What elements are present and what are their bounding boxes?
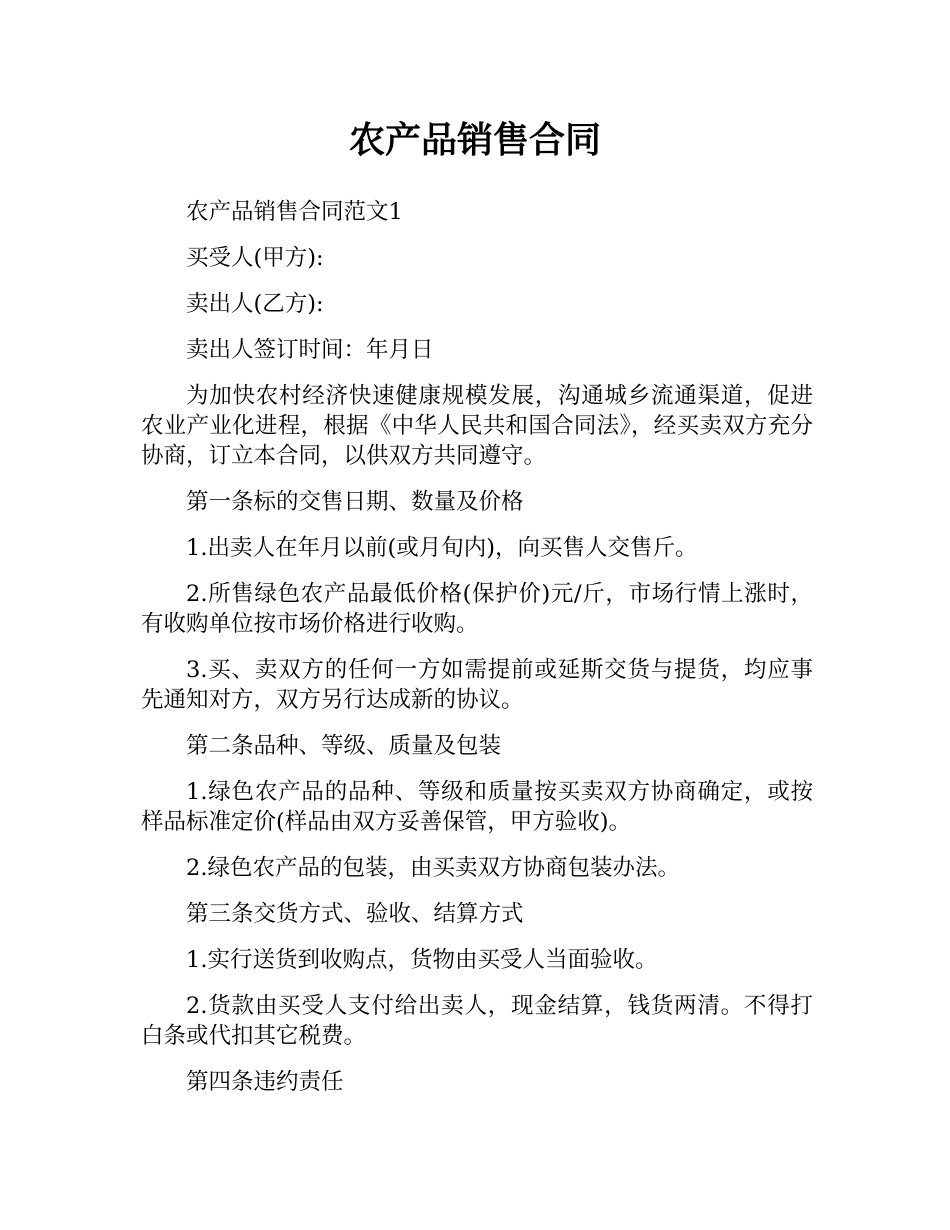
clause-3-1: 1.实行送货到收购点，货物由买受人当面验收。 <box>186 947 658 973</box>
clause-2-2: 2.绿色农产品的包装，由买卖双方协商包装办法。 <box>186 855 680 881</box>
paragraph-buyer: 买受人(甲方): <box>186 245 324 271</box>
paragraph-heading-template: 农产品销售合同范文1 <box>186 199 403 225</box>
clause-3-2: 2.货款由买受人支付给出卖人，现金结算，钱货两清。不得打白条或代扣其它税费。 <box>141 993 813 1049</box>
clause-2-1: 1.绿色农产品的品种、等级和质量按买卖双方协商确定，或按样品标准定价(样品由双方妥善保管，甲方验收)。 <box>141 779 813 835</box>
article-heading-3: 第三条交货方式、验收、结算方式 <box>186 901 524 927</box>
article-heading-4: 第四条违约责任 <box>186 1069 344 1095</box>
article-heading-1: 第一条标的交售日期、数量及价格 <box>186 489 524 515</box>
document-body <box>141 197 813 1113</box>
clause-1-1: 1.出卖人在年月以前(或月旬内)，向买售人交售斤。 <box>186 535 698 561</box>
clause-1-2: 2.所售绿色农产品最低价格(保护价)元/斤，市场行情上涨时，有收购单位按市场价格进行收购。 <box>141 581 813 637</box>
article-heading-2: 第二条品种、等级、质量及包装 <box>186 733 502 759</box>
paragraph-preamble: 为加快农村经济快速健康规模发展，沟通城乡流通渠道，促进农业产业化进程，根据《中华人民共和国合同法》，经买卖双方充分协商，订立本合同，以供双方共同遵守。 <box>141 383 813 469</box>
document-title: 农产品销售合同 <box>348 120 601 161</box>
paragraph-sign-date: 卖出人签订时间：年月日 <box>186 337 434 363</box>
paragraph-seller: 卖出人(乙方): <box>186 291 324 317</box>
clause-1-3: 3.买、卖双方的任何一方如需提前或延斯交货与提货，均应事先通知对方，双方另行达成新的协议。 <box>141 657 813 713</box>
